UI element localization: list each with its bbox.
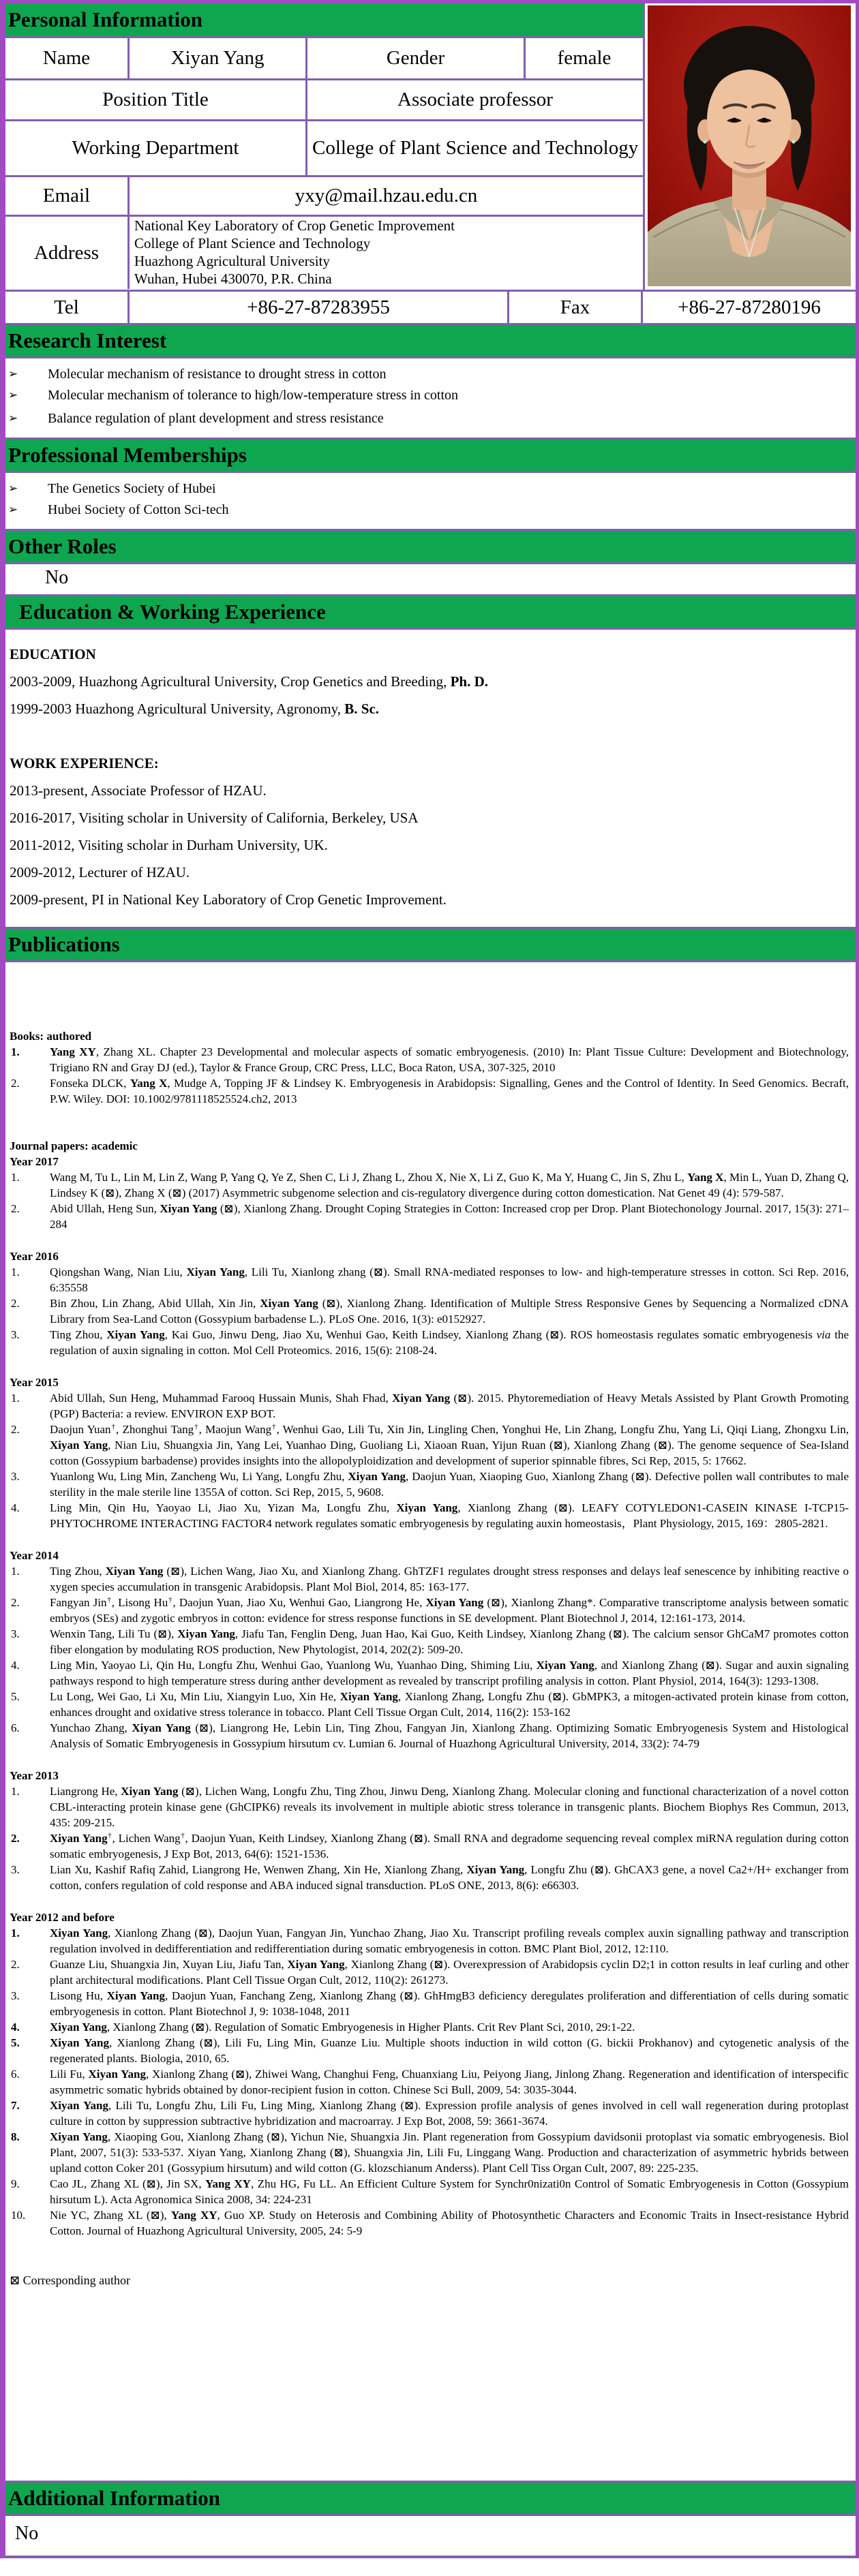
arrow-bullet-icon: ➢ [8,482,18,495]
email-label: Email [5,177,130,217]
publication-group-heading: Year 2015 [10,1376,59,1389]
personal-info-table [5,38,643,289]
publication-item [5,2129,849,2176]
publication-text: Liangrong He, Xiyan Yang (⊠), Lichen Wang, Longfu Zhu, Ting Zhou, Jinwu Deng, Xianlong Zhang. Molecular cloning and functional characterization of a novel cotton CBL-interacting protein kinase gene (GhCIPK6) reveals its involvement in multiple abiotic stress tolerance in transgenic plants. Biochem Biophys Res Commun, 2013, 435: 209-215. [50,1785,849,1829]
section-other-roles [5,529,856,594]
name-value: Xiyan Yang [130,38,307,80]
arrow-bullet-icon: ➢ [8,367,18,381]
publication-item [5,1595,849,1626]
gender-label: Gender [307,38,526,80]
publication-text: Abid Ullah, Heng Sun, Xiyan Yang (⊠), Xianlong Zhang. Drought Coping Strategies in Cotton: Increased crop per Drop. Plant Biotechonology Journal. 2017, 15(3): 271–284 [50,1202,849,1231]
publication-number: 9. [11,2177,20,2190]
publication-text: Yunchao Zhang, Xiyan Yang (⊠), Liangrong He, Lebin Lin, Ting Zhou, Fangyan Jin, Xianlong Zhang. Optimizing Somatic Embryogenesis System and Histological Analysis of Somatic Embryogenesis in Gossypium hirsutum cv. Lumian 6. Journal of Huazhong Agricultural University, 2014, 33(2): 74-79 [50,1721,849,1750]
publication-text: Bin Zhou, Lin Zhang, Abid Ullah, Xin Jin, Xiyan Yang (⊠), Xianlong Zhang. Identification of Multiple Stress Responsive Genes by Sequencing a Normalized cDNA Library from Sea-Land Cotton (Gossypium barbadense L.). PLoS One. 2016, 1(3): e0152927. [50,1297,849,1325]
profile-photo [648,5,851,286]
fax-label: Fax [509,292,643,323]
publication-number: 2. [11,1832,20,1845]
section-experience [5,594,856,927]
address-line: Huazhong Agricultural University [134,253,330,269]
publication-number: 1. [11,1266,20,1278]
publication-item [5,1563,849,1595]
publication-number: 4. [11,2021,20,2034]
work-experience-item: 2011-2012, Visiting scholar in Durham University, UK. [10,837,328,853]
publication-text: Guanze Liu, Shuangxia Jin, Xuyan Liu, Jiafu Tan, Xiyan Yang, Xianlong Zhang (⊠). Overexpression of Arabidopsis cyclin D2;1 in cotton results in leaf curling and other plant architectural modifications. Plant Cell Tissue Organ Cult, 2012, 110(2): 261273. [50,1958,849,1987]
arrow-bullet-icon: ➢ [8,412,18,425]
publication-text: Fonseka DLCK, Yang X, Mudge A, Topping JF & Lindsey K. Embryogenesis in Arabidopsis: Signalling, Genes and the Control of Identity. In Seed Genomics. Becraft, P.W. Wiley. DOI: 10.1002/9781118525524.ch2, 2013 [50,1077,849,1105]
publication-item [5,1327,849,1358]
publication-number: 8. [11,2130,20,2143]
working-department-label: Working Department [5,121,307,177]
research-interest-item [5,366,849,382]
personal-information-header: Personal Information [5,3,643,38]
publication-number: 6. [11,1721,20,1734]
tel-fax-row [5,290,856,323]
publication-number: 3. [11,1863,20,1876]
publication-text: Fangyan Jin†, Lisong Hu†, Daojun Yuan, Jiao Xu, Wenhui Gao, Liangrong He, Xiyan Yang (⊠), Xianlong Zhang*. Comparative transcriptome analysis between somatic embryos (SEs) and zygotic embryos in cotton: evidence for stress response functions in SE development. Plant Biotechnol J, 2014, 12:161-173, 2014. [50,1595,849,1625]
research-interest-item [5,387,849,403]
publication-number: 2. [11,1596,20,1609]
section-personal-information [5,3,856,323]
publication-item [5,1957,849,1988]
corresponding-author-note: ⊠ Corresponding author [10,2273,131,2287]
publication-item [5,1201,849,1232]
working-department-value: College of Plant Science and Technology [307,121,643,177]
publication-text: Xiyan Yang, Xiaoping Gou, Xianlong Zhang (⊠), Yichun Nie, Shuangxia Jin. Plant regeneration from Gossypium davidsonii protoplast via somatic embryogenesis. Biol Plant, 2007, 51(3): 533-537. Xiyan Yang, Xianlong Zhang (⊠), Shuangxia Jin, Lili Fu, Linggang Wang. Production and characterization of asymmetric hybrids between upland cotton Coker 201 (Gossypium hirsutum) and wild cotton (G. klozschianum Anderss). Plant Cell Tiss Organ Cult, 2007, 89: 225-235. [50,2130,849,2175]
publication-text: Lisong Hu, Xiyan Yang, Daojun Yuan, Fanchang Zeng, Xianlong Zhang (⊠). GhHmgB3 deficiency deregulates proliferation and differentiation of cells during somatic embryogenesis in cotton. Plant Biotechnol J, 9: 1038-1048, 2011 [50,1989,849,2018]
publication-text: Wenxin Tang, Lili Tu (⊠), Xiyan Yang, Jiafu Tan, Fenglin Deng, Juan Hao, Kai Guo, Keith Lindsey, Xianlong Zhang (⊠). The calcium sensor GhCaM7 promotes cotton fiber elongation by modulating ROS production, New Phytologist, 2014, 202(2): 509-20. [50,1627,849,1656]
publication-group-heading: Year 2012 and before [10,1911,115,1924]
research-interest-item-label: Balance regulation of plant development and stress resistance [48,411,384,426]
publications-header: Publications [5,927,856,962]
publication-group [5,1375,849,1531]
publication-item [5,1862,849,1893]
publication-number: 3. [11,1627,20,1640]
membership-item-label: The Genetics Society of Hubei [48,481,216,496]
work-experience-item: 2009-present, PI in National Key Laboratory of Crop Genetic Improvement. [10,891,447,908]
publication-number: 5. [11,2036,20,2049]
publication-number: 3. [11,1328,20,1341]
publication-text: Xiyan Yang, Xianlong Zhang (⊠). Regulation of Somatic Embryogenesis in Higher Plants. Crit Rev Plant Sci, 2010, 29:1-22. [50,2021,635,2034]
section-research-interest [5,323,856,438]
publication-item [5,2035,849,2066]
publications-list [5,1028,849,2239]
email-value: yxy@mail.hzau.edu.cn [130,177,643,217]
publication-item [5,1169,849,1201]
education-item: 2003-2009, Huazhong Agricultural University, Crop Genetics and Breeding, Ph. D. [10,673,489,690]
publication-number: 1. [11,1045,20,1058]
education-heading: EDUCATION [10,646,96,662]
arrow-bullet-icon: ➢ [8,388,18,402]
publication-number: 6. [11,2068,20,2081]
position-title-value: Associate professor [307,80,643,121]
publication-number: 4. [11,1501,20,1514]
publication-item [5,1830,849,1862]
address-line: College of Plant Science and Technology [134,235,371,251]
publication-group [5,1248,849,1358]
work-experience-item: 2009-2012, Lecturer of HZAU. [10,864,190,880]
publication-number: 2. [11,1202,20,1215]
publication-item [5,2019,849,2035]
name-label: Name [5,38,130,80]
professional-memberships-header: Professional Memberships [5,438,856,473]
publication-number: 1. [11,1565,20,1578]
publication-item [5,2098,849,2129]
publication-text: Lian Xu, Kashif Rafiq Zahid, Liangrong He, Wenwen Zhang, Xin He, Xianlong Zhang, Xiyan Yang, Longfu Zhu (⊠). GhCAX3 gene, a novel Ca2+/H+ exchanger from cotton, confers regulation of cold response and ABA induced signal transduction. PLoS ONE, 2013, 8(6): e66303. [50,1863,849,1892]
publication-text: Xiyan Yang, Lili Tu, Longfu Zhu, Lili Fu, Ling Ming, Xianlong Zhang (⊠). Expression profile analysis of genes involved in cell wall regeneration during protoplast culture in cotton by suppression subtractive hybridization and macroarray. J Exp Bot, 2008, 59: 3661-3674. [50,2099,849,2128]
address-line: Wuhan, Hubei 430070, P.R. China [134,271,332,287]
education-item: 1999-2003 Huazhong Agricultural University, Agronomy, B. Sc. [10,701,380,717]
work-experience-heading: WORK EXPERIENCE: [10,755,159,771]
address-value [130,217,643,289]
other-roles-header: Other Roles [5,529,856,564]
section-publications [5,927,856,2481]
publication-item [5,1422,849,1469]
publication-group-heading: Year 2014 [10,1549,59,1562]
position-title-label: Position Title [5,80,307,121]
research-interest-item-label: Molecular mechanism of tolerance to high/low-temperature stress in cotton [48,388,459,403]
research-interest-header: Research Interest [5,323,856,358]
publication-group [5,1154,849,1232]
experience-content [5,630,856,927]
publication-text: Xiyan Yang†, Lichen Wang†, Daojun Yuan, Keith Lindsey, Xianlong Zhang (⊠). Small RNA and degradome sequencing reveal complex miRNA regulation during cotton somatic embryogenesis, J Exp Bot, 2013, 64(6): 1521-1536. [50,1831,849,1860]
publication-item [5,1500,849,1531]
section-additional-information [5,2481,856,2556]
publication-number: 1. [11,1927,20,1939]
publication-group [5,1910,849,2239]
section-professional-memberships [5,438,856,529]
publication-number: 2. [11,1297,20,1310]
research-interest-item [5,410,849,427]
publication-text: Ling Min, Yaoyao Li, Qin Hu, Longfu Zhu, Wenhui Gao, Yuanlong Wu, Yuanhao Ding, Shiming Liu, Xiyan Yang, and Xianlong Zhang (⊠). Sugar and auxin signaling pathways respond to high temperature stress during anther development as revealed by transcript profiling analysis in cotton. Plant Physiol, 2014, 164(3): 1293-1308. [50,1659,849,1687]
publication-text: Abid Ullah, Sun Heng, Muhammad Farooq Hussain Munis, Shah Fhad, Xiyan Yang (⊠). 2015. Phytoremediation of Heavy Metals Assisted by Plant Growth Promoting (PGP) Bacteria: a review. ENVIRON EXP BOT. [50,1392,849,1420]
publication-item [5,1469,849,1500]
work-experience-item: 2016-2017, Visiting scholar in University of California, Berkeley, USA [10,810,419,826]
membership-item [5,480,849,497]
arrow-bullet-icon: ➢ [8,503,18,517]
publication-number: 1. [11,1171,20,1184]
publication-text: Nie YC, Zhang XL (⊠), Yang XY, Guo XP. Study on Heterosis and Combining Ability of Photosynthetic Characters and Economic Traits in Insect-resistance Hybrid Cotton. Journal of Huazhong Agricultural University, 2005, 24: 5-9 [50,2209,849,2237]
publication-text: Qiongshan Wang, Nian Liu, Xiyan Yang, Lili Tu, Xianlong zhang (⊠). Small RNA-mediated responses to low- and high-temperature stresses in cotton. Sci Rep. 2016, 6:35558 [50,1266,849,1294]
publication-group [5,1548,849,1751]
publication-item [5,2176,849,2207]
publications-content [5,962,856,2481]
publication-group [5,1768,849,1893]
publication-number: 1. [11,1785,20,1798]
publication-text: Yuanlong Wu, Ling Min, Zancheng Wu, Li Yang, Longfu Zhu, Xiyan Yang, Daojun Yuan, Xiaoping Guo, Xianlong Zhang (⊠). Defective pollen wall contributes to male sterility in the male sterile line 1355A of cotton. Sci Rep, 2015, 5, 9608. [50,1470,849,1499]
publication-number: 10. [11,2209,26,2222]
gender-value: female [526,38,643,80]
work-experience-item: 2013-present, Associate Professor of HZAU. [10,782,267,799]
additional-information-header: Additional Information [5,2481,856,2516]
publication-item [5,1988,849,2019]
personal-info-grid [5,3,856,290]
publication-item [5,1295,849,1327]
publication-group-heading: Books: authored [10,1030,92,1043]
additional-information-value: No [15,2523,39,2544]
membership-item-label: Hubei Society of Cotton Sci-tech [48,502,229,517]
research-interest-item-label: Molecular mechanism of resistance to drought stress in cotton [48,367,387,382]
publication-item [5,1044,849,1075]
publication-item [5,1264,849,1295]
publication-group-heading: Journal papers: academic [10,1139,138,1152]
publication-number: 5. [11,1690,20,1703]
publication-item [5,1657,849,1689]
publication-item [5,1626,849,1657]
publication-text: Lili Fu, Xiyan Yang, Xianlong Zhang (⊠), Zhiwei Wang, Changhui Feng, Chuanxiang Liu, Peiyong Jiang, Jinlong Zhang. Regeneration and identification of interspecific asymmetric somatic hybrids obtained by donor-recipient fusion in cotton. Chinese Sci Bull, 2009, 54: 3035-3044. [50,2068,849,2096]
publication-text: Ting Zhou, Xiyan Yang (⊠), Lichen Wang, Jiao Xu, and Xianlong Zhang. GhTZF1 regulates drought stress responses and delays leaf senescence by inhibiting reactive o xygen species accumulation in transgenic Arabidopsis. Plant Mol Biol, 2014, 85: 163-177. [50,1565,849,1593]
fax-value: +86-27-87280196 [643,292,856,323]
publication-item [5,1689,849,1720]
publication-number: 7. [11,2099,20,2112]
publication-number: 2. [11,1423,20,1436]
publication-text: Wang M, Tu L, Lin M, Lin Z, Wang P, Yang Q, Ye Z, Shen C, Li J, Zhang L, Zhou X, Nie X, Li Z, Guo K, Ma Y, Huang C, Jin S, Zhu L, Yang X, Min L, Yuan D, Zhang Q, Lindsey K (⊠), Zhang X (⊠) (2017) Asymmetric subgenome selection and cis-regulatory divergence during cotton domestication. Nat Genet 49 (4): 579-587. [50,1171,849,1199]
membership-item [5,502,849,518]
personal-info-left [5,3,643,290]
research-interest-list [5,358,856,438]
publication-text: Yang XY, Zhang XL. Chapter 23 Developmental and molecular aspects of somatic embryogenesis. (2010) In: Plant Tissue Culture: Development and Biotechnology, Trigiano RN and Gray DJ (ed.), Taylor & France Group, CRC Press, LLC, Boca Raton, USA, 307-325, 2010 [50,1045,849,1074]
publication-group [5,1138,849,1154]
publication-text: Lu Long, Wei Gao, Li Xu, Min Liu, Xiangyin Luo, Xin He, Xiyan Yang, Xianlong Zhang, Longfu Zhu (⊠). GbMPK3, a mitogen-activated protein kinase from cotton, enhances drought and oxidative stress tolerance in tobacco. Plant Cell Tissue Organ Cult, 2014, 116(2): 153-162 [50,1690,849,1719]
other-roles-value: No [45,567,69,588]
publication-text: Ting Zhou, Xiyan Yang, Kai Guo, Jinwu Deng, Jiao Xu, Wenhui Gao, Keith Lindsey, Xianlong Zhang (⊠). ROS homeostasis regulates somatic embryogenesis via the regulation of auxin signaling in cotton. Mol Cell Proteomics. 2016, 15(6): 2108-24. [50,1328,849,1357]
publication-text: Ling Min, Qin Hu, Yaoyao Li, Jiao Xu, Yizan Ma, Longfu Zhu, Xiyan Yang, Xianlong Zhang (⊠). LEAFY COTYLEDON1-CASEIN KINASE I-TCP15-PHYTOCHROME INTERACTING FACTOR4 network regulates somatic embryogenesis by regulating auxin homeostasis，Plant Physiology, 2015, 169：2805-2821. [50,1501,849,1530]
publication-group-heading: Year 2016 [10,1250,59,1263]
experience-gap [10,729,849,756]
publication-text: Daojun Yuan†, Zhonghui Tang†, Maojun Wang†, Wenhui Gao, Lili Tu, Xin Jin, Lingling Chen, Yonghui He, Lin Zhang, Longfu Zhu, Yang Li, Qiqi Liang, Zhongxu Lin, Xiyan Yang, Nian Liu, Shuangxia Jin, Yang Lei, Yuanhao Ding, Guoliang Li, Xiaoan Ruan, Yijun Ruan (⊠), Xianlong Zhang (⊠). The genome sequence of Sea-Island cotton (Gossypium barbadense) provides insights into the allopolyploidization and development of superior spinnable fibres, Sci Rep, 2015, 5: 17662. [50,1422,849,1467]
publication-number: 2. [11,1958,20,1971]
publication-item [5,2066,849,2098]
publication-number: 3. [11,1470,20,1483]
address-label: Address [5,217,130,289]
publication-group [5,1028,849,1107]
address-line: National Key Laboratory of Crop Genetic Improvement [134,217,455,234]
publication-item [5,1925,849,1957]
publication-number: 2. [11,1077,20,1090]
publication-text: Xiyan Yang, Xianlong Zhang (⊠), Lili Fu, Ling Min, Guanze Liu. Multiple shoots induction in wild cotton (G. bickii Prokhanov) and cytogenetic analysis of the regenerated plants. Biologia, 2010, 65. [50,2036,849,2065]
tel-label: Tel [5,292,130,323]
publication-number: 3. [11,1989,20,2002]
publication-item [5,1390,849,1422]
experience-header: Education & Working Experience [5,594,856,630]
photo-cell [643,3,856,290]
publication-text: Cao JL, Zhang XL (⊠), Jin SX, Yang XY, Zhu HG, Fu LL. An Efficient Culture System for Synchr0nizati0n Control of Somatic Embryogenesis in Cotton (Gossypium hirsutum L). Acta Agronomica Sinica 2008, 34: 224-231 [50,2177,849,2206]
publication-item [5,2207,849,2239]
memberships-list [5,473,856,529]
publication-item [5,1075,849,1107]
publication-number: 1. [11,1392,20,1405]
publication-group-heading: Year 2013 [10,1769,59,1782]
publication-group-heading: Year 2017 [10,1155,59,1168]
publication-item [5,1720,849,1751]
publications-top-spacer [5,962,849,1028]
publication-number: 4. [11,1659,20,1672]
publication-text: Xiyan Yang, Xianlong Zhang (⊠), Daojun Yuan, Fangyan Jin, Yunchao Zhang, Jiao Xu. Transcript profiling reveals complex auxin signalling pathway and transcription regulation involved in dedifferentiation and redifferentiation during somatic embryogenesis in cotton. BMC Plant Biol, 2012, 12:110. [50,1927,849,1955]
tel-value: +86-27-87283955 [130,292,509,323]
publication-item [5,1783,849,1830]
